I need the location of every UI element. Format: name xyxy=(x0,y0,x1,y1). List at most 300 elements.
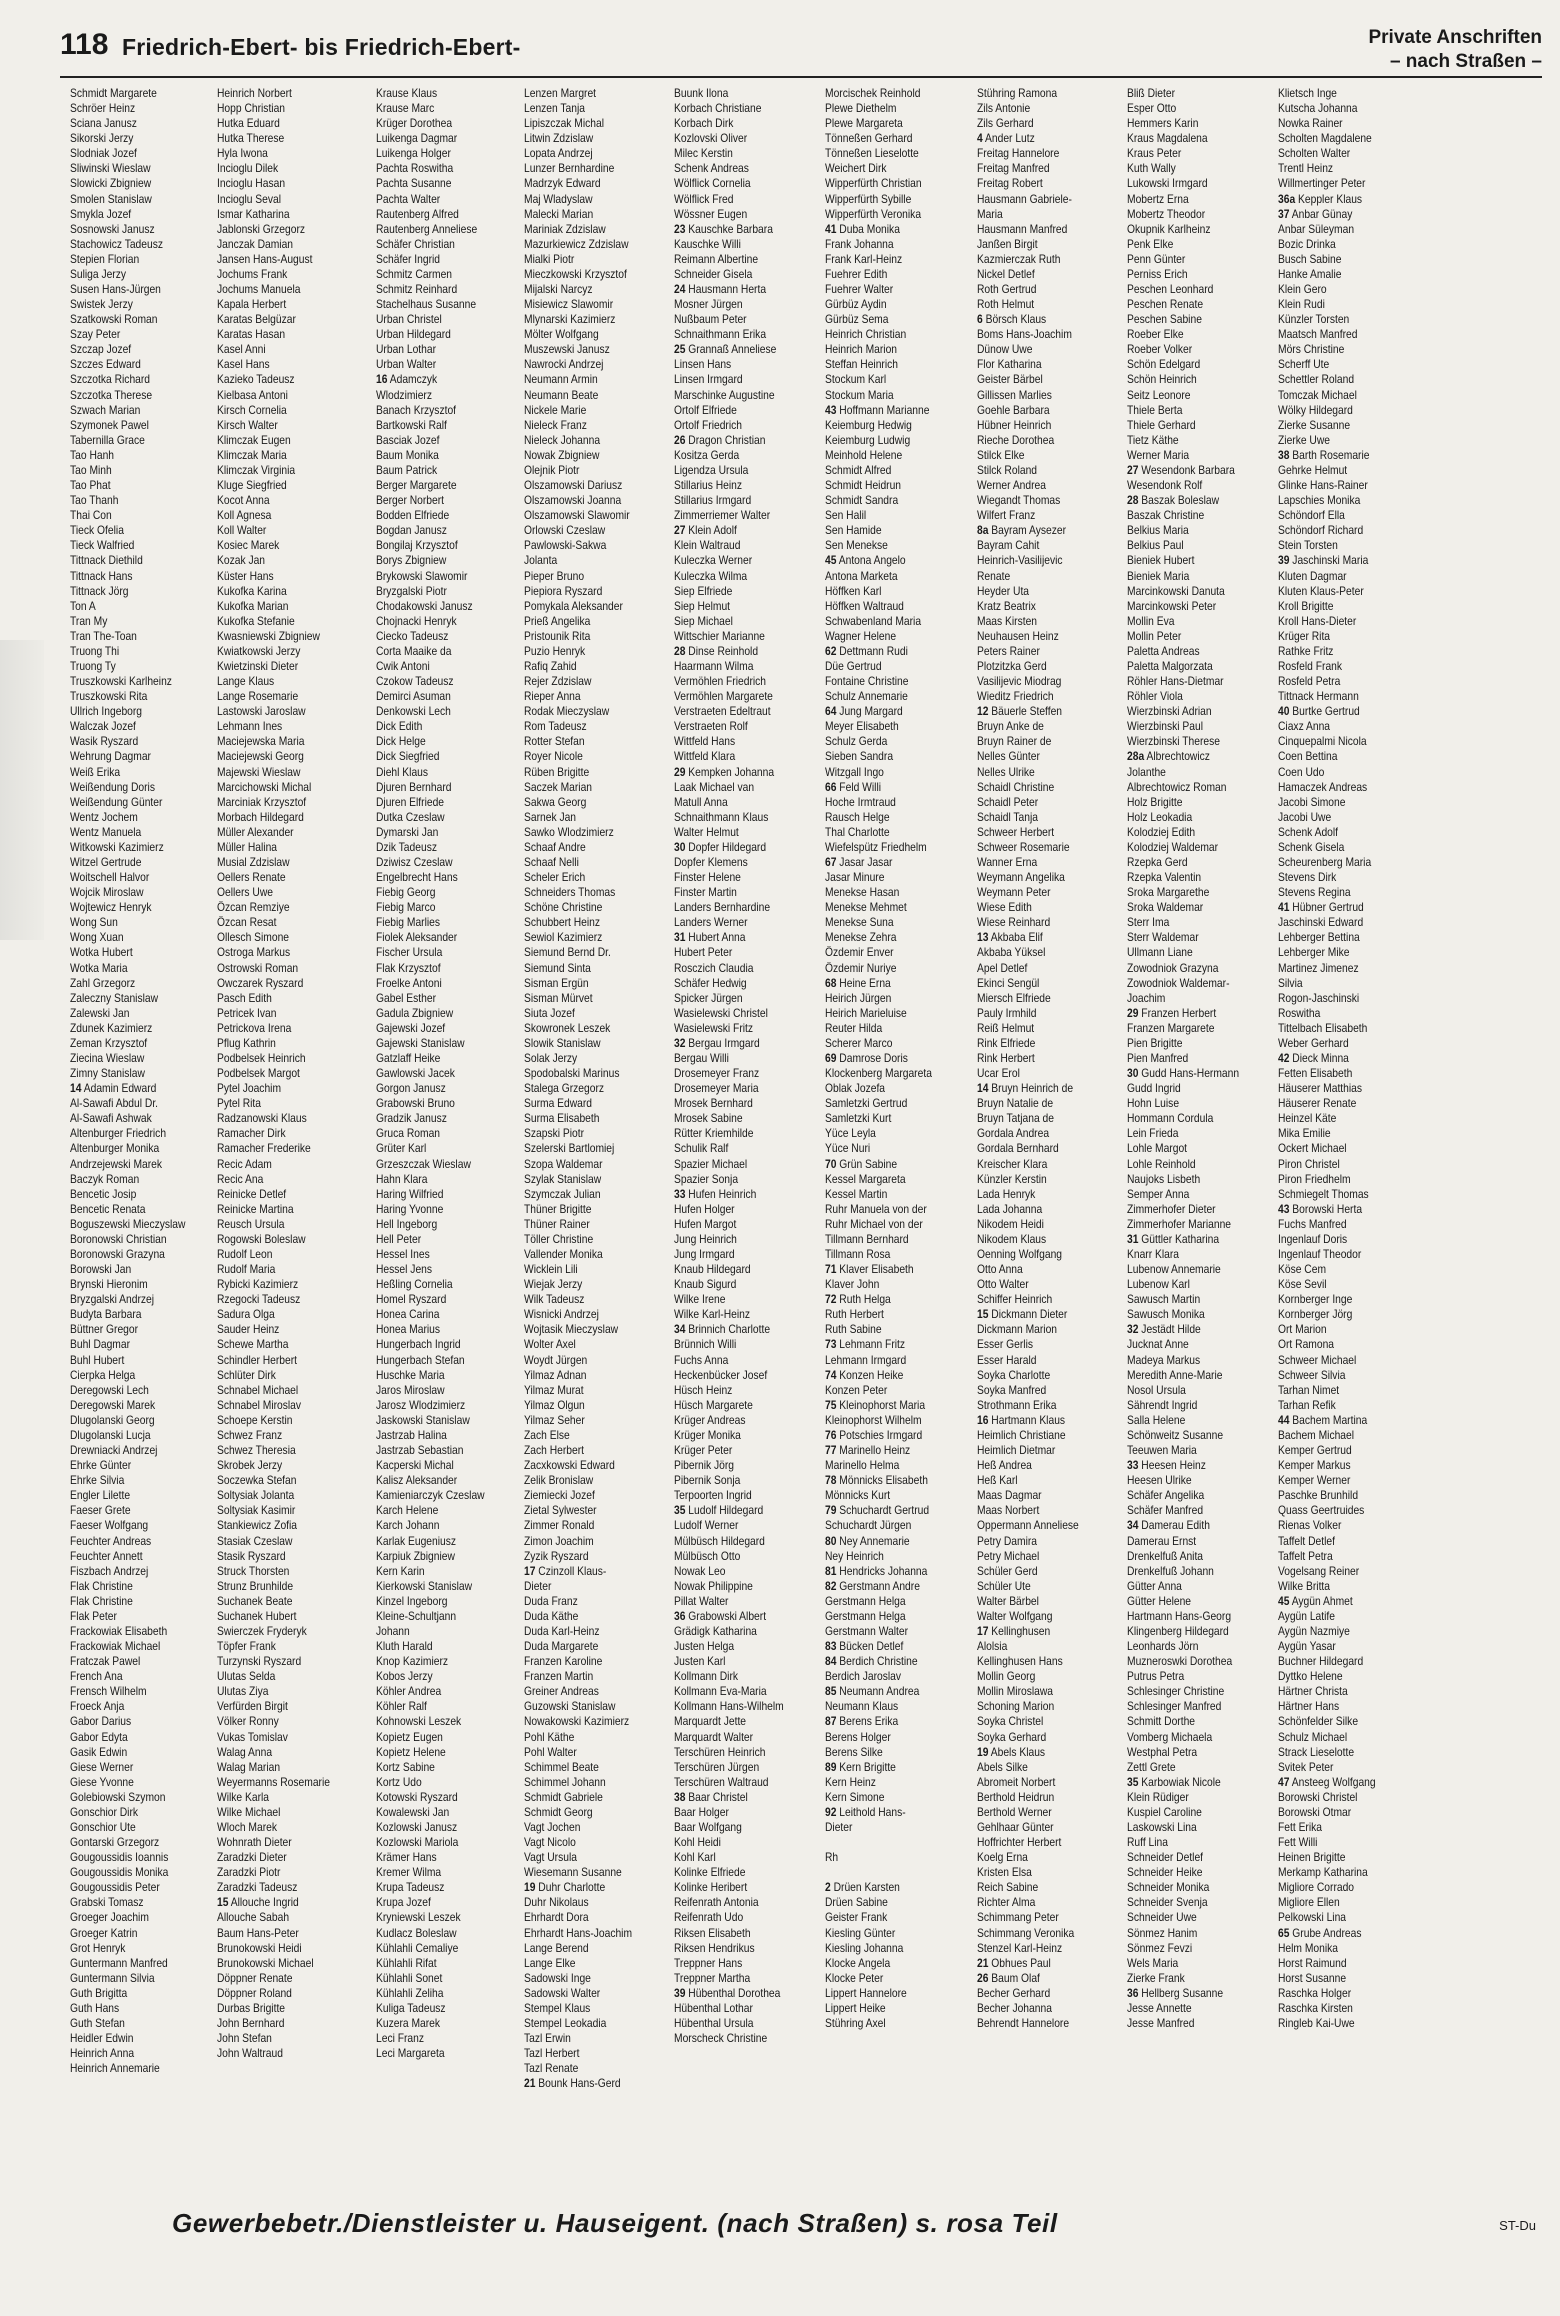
directory-entry: Kühlahli Sonet xyxy=(376,1971,443,1985)
directory-entry: Kern Heinz xyxy=(825,1775,876,1789)
directory-entry: Küster Hans xyxy=(217,569,274,583)
directory-entry: Scholten Magdalene xyxy=(1278,132,1372,146)
directory-entry: Stein Torsten xyxy=(1278,539,1338,553)
directory-entry: Steffan Heinrich xyxy=(825,358,898,372)
directory-entry: Wiejak Jerzy xyxy=(524,1278,583,1292)
directory-entry: Sadowski Inge xyxy=(524,1971,591,1985)
directory-entry: Ringleb Kai-Uwe xyxy=(1278,2017,1355,2030)
directory-entry: Hüsch Heinz xyxy=(674,1383,733,1397)
directory-entry: Tran My xyxy=(70,614,108,628)
directory-entry: 25 Grannaß Anneliese xyxy=(674,343,777,357)
directory-entry: Schönfelder Silke xyxy=(1278,1715,1359,1729)
directory-entry: Schmitz Carmen xyxy=(376,267,453,281)
directory-entry: Dieter xyxy=(524,1579,552,1593)
directory-entry: Schmitz Reinhard xyxy=(376,283,458,297)
directory-entry: Fratczak Pawel xyxy=(70,1655,141,1669)
directory-entry: Paletta Malgorzata xyxy=(1127,659,1213,673)
directory-entry: Schulz Michael xyxy=(1278,1730,1348,1744)
directory-entry: Djuren Elfriede xyxy=(376,795,445,809)
directory-entry: Wanner Erna xyxy=(977,855,1038,869)
directory-entry: Kuspiel Caroline xyxy=(1127,1805,1202,1819)
directory-entry: Piepiora Ryszard xyxy=(524,584,603,598)
directory-entry: Taffelt Petra xyxy=(1278,1549,1333,1563)
section-title-line1: Private Anschriften xyxy=(1368,27,1542,48)
directory-entry: Sosnowski Janusz xyxy=(70,222,155,236)
directory-entry: Wotka Maria xyxy=(70,961,128,975)
directory-entry: Orlowski Czeslaw xyxy=(524,524,606,538)
directory-entry: Oellers Uwe xyxy=(217,886,274,900)
directory-entry: Zaradzki Piotr xyxy=(217,1866,281,1880)
directory-entry: Wölflick Cornelia xyxy=(674,177,751,191)
directory-entry: Terschüren Waltraud xyxy=(674,1775,769,1789)
directory-entry: Peters Rainer xyxy=(977,644,1040,658)
directory-entry: Gawlowski Jacek xyxy=(376,1067,455,1081)
directory-entry: 31 Güttler Katharina xyxy=(1127,1232,1220,1246)
directory-entry: Bruyn Natalie de xyxy=(977,1097,1054,1111)
directory-entry: Esser Gerlis xyxy=(977,1338,1034,1352)
directory-entry: Krupa Jozef xyxy=(376,1896,431,1910)
directory-entry: Swistek Jerzy xyxy=(70,298,133,312)
directory-entry: Grabski Tomasz xyxy=(70,1896,144,1910)
directory-entry: Wehrung Dagmar xyxy=(70,750,151,764)
directory-entry: Busch Sabine xyxy=(1278,252,1342,266)
directory-entry: Schiffer Heinrich xyxy=(977,1293,1053,1307)
directory-entry: Hubert Peter xyxy=(674,946,733,960)
directory-column-1 xyxy=(70,86,225,2076)
directory-column-2 xyxy=(217,86,372,2061)
directory-entry: Meredith Anne-Marie xyxy=(1127,1368,1223,1382)
directory-entry: Pohl Walter xyxy=(524,1745,577,1759)
directory-entry: Anbar Süleyman xyxy=(1278,222,1355,236)
directory-entry: Ciecko Tadeusz xyxy=(376,629,449,643)
directory-entry: Mörs Christine xyxy=(1278,343,1345,357)
directory-entry: Peschen Sabine xyxy=(1127,313,1202,327)
directory-entry: Rotter Stefan xyxy=(524,735,585,749)
directory-entry: Hahn Klara xyxy=(376,1172,428,1186)
directory-entry: Jochums Frank xyxy=(217,267,288,281)
directory-entry: Sikorski Jerzy xyxy=(70,132,134,146)
directory-entry: Schimmel Johann xyxy=(524,1775,606,1789)
directory-entry: Sisman Mürvet xyxy=(524,991,593,1005)
page-edge-shading xyxy=(0,640,44,940)
directory-entry: Schöndorf Richard xyxy=(1278,524,1364,538)
directory-entry: Wittschier Marianne xyxy=(674,629,765,643)
directory-entry: Duhr Nikolaus xyxy=(524,1896,589,1910)
directory-entry: Jaschinski Edward xyxy=(1278,916,1364,930)
directory-entry: Kuleczka Wilma xyxy=(674,569,748,583)
directory-entry: Heesen Ulrike xyxy=(1127,1474,1192,1488)
directory-entry: Kozak Jan xyxy=(217,554,266,568)
directory-entry: Karatas Belgüzar xyxy=(217,313,296,327)
directory-entry: Stachowicz Tadeusz xyxy=(70,237,164,251)
directory-entry: 71 Klaver Elisabeth xyxy=(825,1263,914,1277)
directory-entry: 76 Potschies Irmgard xyxy=(825,1428,923,1442)
directory-entry: 89 Kern Brigitte xyxy=(825,1760,896,1774)
directory-entry: Becher Gerhard xyxy=(977,1986,1051,2000)
directory-entry: Klocke Peter xyxy=(825,1971,884,1985)
directory-entry: Kemper Werner xyxy=(1278,1474,1351,1488)
directory-entry: Ort Ramona xyxy=(1278,1338,1335,1352)
directory-entry: Walter Wolfgang xyxy=(977,1609,1053,1623)
directory-entry: Heinen Brigitte xyxy=(1278,1851,1346,1865)
directory-entry: Riksen Elisabeth xyxy=(674,1926,751,1940)
directory-entry: Yüce Leyla xyxy=(825,1127,876,1141)
directory-entry: Röhler Hans-Dietmar xyxy=(1127,675,1224,689)
directory-entry: Olszamowski Dariusz xyxy=(524,479,623,493)
directory-entry: Kasel Hans xyxy=(217,358,270,372)
directory-entry: Lenzen Margret xyxy=(524,87,597,100)
directory-entry: Karch Johann xyxy=(376,1519,440,1533)
directory-entry: Heinrich-Vasilijevic xyxy=(977,554,1063,568)
directory-entry: Sawusch Martin xyxy=(1127,1293,1201,1307)
directory-entry: Brunokowski Heidi xyxy=(217,1941,302,1955)
directory-entry: Huschke Maria xyxy=(376,1368,445,1382)
directory-entry: Fett Erika xyxy=(1278,1820,1323,1834)
directory-entry: Kapala Herbert xyxy=(217,298,287,312)
directory-entry: Stevens Regina xyxy=(1278,886,1351,900)
directory-entry: Duda Margarete xyxy=(524,1640,599,1654)
directory-entry: Gütter Anna xyxy=(1127,1579,1182,1593)
directory-entry: Pomykala Aleksander xyxy=(524,599,623,613)
directory-entry: Schweer Herbert xyxy=(977,825,1055,839)
directory-entry: Al-Sawafi Abdul Dr. xyxy=(70,1097,159,1111)
directory-entry: Kuth Wally xyxy=(1127,162,1176,176)
directory-entry: Tran The-Toan xyxy=(70,629,137,643)
directory-entry: Thal Charlotte xyxy=(825,825,890,839)
directory-entry: 36 Hellberg Susanne xyxy=(1127,1986,1224,2000)
directory-entry: Zimmerhofer Marianne xyxy=(1127,1217,1232,1231)
directory-entry: Cinquepalmi Nicola xyxy=(1278,735,1367,749)
directory-entry: Sciana Janusz xyxy=(70,117,137,131)
directory-entry: Ollesch Simone xyxy=(217,931,290,945)
directory-entry: Wölflick Fred xyxy=(674,192,734,206)
directory-entry: Ehrke Günter xyxy=(70,1459,132,1473)
directory-entry: Drenkelfuß Anita xyxy=(1127,1549,1204,1563)
directory-entry: Weißendung Doris xyxy=(70,780,155,794)
directory-entry: Kudlacz Boleslaw xyxy=(376,1926,457,1940)
directory-entry: Karlak Eugeniusz xyxy=(376,1534,457,1548)
directory-entry: Gruca Roman xyxy=(376,1127,441,1141)
directory-entry: Esper Otto xyxy=(1127,102,1177,116)
directory-entry: Leci Margareta xyxy=(376,2047,445,2061)
directory-entry: Laak Michael van xyxy=(674,780,755,794)
directory-entry: Zdunek Kazimierz xyxy=(70,1021,153,1035)
directory-entry: Freitag Robert xyxy=(977,177,1043,191)
directory-entry: Jucknat Anne xyxy=(1127,1338,1189,1352)
directory-entry: Gougoussidis Ioannis xyxy=(70,1851,169,1865)
directory-entry: Borys Zbigniew xyxy=(376,554,447,568)
directory-entry: Kotowski Ryszard xyxy=(376,1790,458,1804)
directory-entry: Klein Rüdiger xyxy=(1127,1790,1189,1804)
directory-entry: Rzepka Gerd xyxy=(1127,855,1188,869)
directory-entry: Tao Minh xyxy=(70,463,112,477)
directory-entry: Schüler Ute xyxy=(977,1579,1031,1593)
directory-entry: 34 Damerau Edith xyxy=(1127,1519,1210,1533)
directory-entry: Vogelsang Reiner xyxy=(1278,1564,1360,1578)
directory-entry: Sawusch Monika xyxy=(1127,1308,1205,1322)
directory-entry: Gajewski Stanislaw xyxy=(376,1036,465,1050)
directory-entry: Krüger Monika xyxy=(674,1428,741,1442)
directory-entry: Geister Frank xyxy=(825,1911,888,1925)
directory-entry: Rosfeld Petra xyxy=(1278,675,1341,689)
directory-entry: Guntermann Manfred xyxy=(70,1956,168,1970)
directory-entry: Bayram Cahit xyxy=(977,539,1040,553)
directory-entry: 77 Marinello Heinz xyxy=(825,1444,911,1458)
directory-entry: Heß Karl xyxy=(977,1474,1018,1488)
directory-entry: Karpiuk Zbigniew xyxy=(376,1549,455,1563)
directory-entry: Bozic Drinka xyxy=(1278,237,1336,251)
directory-entry: Witkowski Kazimierz xyxy=(70,840,164,854)
directory-entry: Ulutas Ziya xyxy=(217,1685,269,1699)
directory-entry: Hungerbach Stefan xyxy=(376,1353,465,1367)
directory-entry: Yüce Nuri xyxy=(825,1142,871,1156)
directory-entry: 73 Lehmann Fritz xyxy=(825,1338,906,1352)
directory-entry: Drosemeyer Franz xyxy=(674,1067,760,1081)
directory-entry: Boguszewski Mieczyslaw xyxy=(70,1217,186,1231)
directory-entry: Stühring Axel xyxy=(825,2017,886,2030)
directory-entry: Franzen Margarete xyxy=(1127,1021,1215,1035)
directory-entry: Truszkowski Rita xyxy=(70,690,148,704)
directory-entry: Schönweitz Susanne xyxy=(1127,1428,1224,1442)
directory-entry: Schimmang Veronika xyxy=(977,1926,1075,1940)
directory-entry: Vasilijevic Miodrag xyxy=(977,675,1062,689)
directory-entry: 92 Leithold Hans- xyxy=(825,1805,906,1819)
directory-entry: Stepien Florian xyxy=(70,252,140,266)
directory-entry: Schmidt Alfred xyxy=(825,463,892,477)
directory-entry: Lada Henryk xyxy=(977,1187,1036,1201)
directory-entry: Helm Monika xyxy=(1278,1941,1339,1955)
directory-entry: Neumann Armin xyxy=(524,373,598,387)
directory-entry: Ziemiecki Jozef xyxy=(524,1489,595,1503)
directory-entry: 16 Hartmann Klaus xyxy=(977,1413,1066,1427)
directory-entry: Kwietzinski Dieter xyxy=(217,659,299,673)
directory-entry: Martinez Jimenez xyxy=(1278,961,1359,975)
directory-entry: Pelkowski Lina xyxy=(1278,1911,1347,1925)
directory-entry: 17 Kellinghusen xyxy=(977,1624,1051,1638)
directory-entry: Kwasniewski Zbigniew xyxy=(217,629,320,643)
directory-entry: Schmitt Dorthe xyxy=(1127,1715,1196,1729)
directory-entry: Pieper Bruno xyxy=(524,569,585,583)
directory-entry: Muszewski Janusz xyxy=(524,343,610,357)
directory-entry: Dick Edith xyxy=(376,720,423,734)
directory-entry: Vallender Monika xyxy=(524,1248,603,1262)
directory-entry: Turzynski Ryszard xyxy=(217,1655,302,1669)
directory-entry: Treppner Hans xyxy=(674,1956,743,1970)
directory-entry: Woydt Jürgen xyxy=(524,1353,588,1367)
directory-entry: Kozlowski Mariola xyxy=(376,1836,459,1850)
directory-entry: Kollmann Eva-Maria xyxy=(674,1685,767,1699)
directory-entry: Schnaithmann Erika xyxy=(674,328,767,342)
directory-entry: Pytel Rita xyxy=(217,1097,262,1111)
directory-entry: Kohnowski Leszek xyxy=(376,1715,462,1729)
directory-entry: 26 Dragon Christian xyxy=(674,433,766,447)
directory-entry: Flak Peter xyxy=(70,1609,117,1623)
directory-entry: Teeuwen Maria xyxy=(1127,1444,1197,1458)
directory-entry: Nieleck Franz xyxy=(524,418,587,432)
directory-entry: Petry Michael xyxy=(977,1549,1040,1563)
directory-entry: Dlugolanski Georg xyxy=(70,1413,155,1427)
directory-entry: 16 Adamczyk xyxy=(376,373,438,387)
directory-entry: Ostrowski Roman xyxy=(217,961,299,975)
directory-entry: Nowak Leo xyxy=(674,1564,726,1578)
directory-column-4 xyxy=(524,86,679,2091)
directory-entry: Flak Christine xyxy=(70,1579,133,1593)
directory-entry: Basciak Jozef xyxy=(376,433,440,447)
directory-entry: Berger Norbert xyxy=(376,494,445,508)
directory-entry: Czokow Tadeusz xyxy=(376,675,454,689)
directory-entry: Weiß Erika xyxy=(70,765,121,779)
directory-entry: Schäfer Manfred xyxy=(1127,1504,1204,1518)
directory-entry: Wels Maria xyxy=(1127,1956,1179,1970)
directory-entry: 30 Dopfer Hildegard xyxy=(674,840,767,854)
directory-entry: 36a Keppler Klaus xyxy=(1278,192,1363,206)
directory-entry: Düe Gertrud xyxy=(825,659,882,673)
directory-entry: Recic Ana xyxy=(217,1172,264,1186)
directory-entry: Lada Johanna xyxy=(977,1202,1043,1216)
directory-entry: Muzneroswki Dorothea xyxy=(1127,1655,1233,1669)
directory-entry: Wössner Eugen xyxy=(674,207,748,221)
directory-entry: Olszamowski Joanna xyxy=(524,494,622,508)
directory-entry: Kraus Magdalena xyxy=(1127,132,1208,146)
directory-entry: Rieche Dorothea xyxy=(977,433,1055,447)
directory-entry: Kleinophorst Wilhelm xyxy=(825,1413,922,1427)
directory-entry: Drosemeyer Maria xyxy=(674,1082,759,1096)
directory-entry: Scherff Ute xyxy=(1278,358,1330,372)
directory-entry: Jacobi Uwe xyxy=(1278,810,1332,824)
directory-entry: Lippert Heike xyxy=(825,2001,886,2015)
directory-entry: Wicklein Lili xyxy=(524,1263,578,1277)
directory-entry: Reimann Albertine xyxy=(674,252,759,266)
directory-entry: Heinrich Marion xyxy=(825,343,898,357)
directory-entry: Ockert Michael xyxy=(1278,1142,1347,1156)
directory-entry: Flak Christine xyxy=(70,1594,133,1608)
directory-entry: Schulz Gerda xyxy=(825,735,888,749)
directory-entry: Heirich Marieluise xyxy=(825,1006,907,1020)
directory-entry: Engler Lilette xyxy=(70,1489,131,1503)
directory-entry: Schön Edelgard xyxy=(1127,358,1201,372)
directory-entry: Slodniak Jozef xyxy=(70,147,137,161)
directory-entry: Witzel Gertrude xyxy=(70,855,142,869)
directory-entry: Gabor Darius xyxy=(70,1715,132,1729)
directory-entry: Kreischer Klara xyxy=(977,1157,1048,1171)
directory-entry: Stempel Klaus xyxy=(524,2001,591,2015)
directory-entry: Hyla Iwona xyxy=(217,147,268,161)
directory-entry: Keiemburg Ludwig xyxy=(825,433,911,447)
directory-entry: Zils Gerhard xyxy=(977,117,1034,131)
directory-entry: Zowodniok Waldemar- xyxy=(1127,976,1230,990)
directory-entry: Solak Jerzy xyxy=(524,1052,578,1065)
directory-entry: Kukofka Stefanie xyxy=(217,614,295,628)
directory-entry: Nelles Ulrike xyxy=(977,765,1035,779)
directory-entry: Plewe Diethelm xyxy=(825,102,897,116)
directory-entry: Kollmann Dirk xyxy=(674,1670,739,1684)
directory-entry: Krüger Peter xyxy=(674,1444,733,1458)
directory-entry: Hufen Margot xyxy=(674,1217,737,1231)
directory-entry: Schlüter Dirk xyxy=(217,1368,276,1382)
directory-entry: Gillissen Marlies xyxy=(977,388,1052,402)
directory-entry: Schöne Christine xyxy=(524,901,603,915)
directory-entry: Ruth Herbert xyxy=(825,1308,884,1322)
directory-entry: Weichert Dirk xyxy=(825,162,887,176)
directory-entry: Wilke Britta xyxy=(1278,1579,1331,1593)
directory-entry: Rieper Anna xyxy=(524,690,581,704)
directory-entry: Kroll Hans-Dieter xyxy=(1278,614,1357,628)
directory-entry: Migliore Ellen xyxy=(1278,1896,1340,1910)
directory-entry: Rodak Mieczyslaw xyxy=(524,705,610,719)
directory-entry: Soltysiak Kasimir xyxy=(217,1504,296,1518)
directory-entry: Kalisz Aleksander xyxy=(376,1474,458,1488)
directory-entry: Walter Bärbel xyxy=(977,1594,1039,1608)
directory-entry: Schneider Uwe xyxy=(1127,1911,1197,1925)
directory-entry: Gasik Edwin xyxy=(70,1745,128,1759)
directory-entry: Gatzlaff Heike xyxy=(376,1052,441,1065)
directory-entry: Ostroga Markus xyxy=(217,946,291,960)
directory-entry: Schettler Roland xyxy=(1278,373,1355,387)
directory-entry: Jaskowski Stanislaw xyxy=(376,1413,470,1427)
directory-entry: 38 Baar Christel xyxy=(674,1790,748,1804)
directory-entry: Sadura Olga xyxy=(217,1308,275,1322)
directory-entry: 6 Börsch Klaus xyxy=(977,313,1047,327)
directory-entry: Terschüren Heinrich xyxy=(674,1745,766,1759)
directory-entry: Nowakowski Kazimierz xyxy=(524,1715,630,1729)
directory-entry: Siep Michael xyxy=(674,614,733,628)
directory-entry: 62 Dettmann Rudi xyxy=(825,644,908,658)
directory-entry: Yilmaz Adnan xyxy=(524,1368,587,1382)
directory-entry: Wlodzimierz xyxy=(376,388,433,402)
directory-entry: Frackowiak Michael xyxy=(70,1640,161,1654)
directory-entry: Majewski Wieslaw xyxy=(217,765,301,779)
directory-entry: Wilke Karl-Heinz xyxy=(674,1308,751,1322)
directory-entry: Schöndorf Ella xyxy=(1278,509,1345,523)
directory-entry: Sterr Ima xyxy=(1127,916,1170,930)
directory-entry: Kositza Gerda xyxy=(674,448,740,462)
directory-entry: Tillmann Bernhard xyxy=(825,1232,909,1246)
directory-entry: Maas Dagmar xyxy=(977,1489,1042,1503)
directory-entry: Petry Damira xyxy=(977,1534,1038,1548)
directory-entry: 35 Karbowiak Nicole xyxy=(1127,1775,1221,1789)
directory-entry: Berens Silke xyxy=(825,1745,883,1759)
directory-entry: Kirsch Cornelia xyxy=(217,403,287,417)
directory-entry: Lippert Hannelore xyxy=(825,1986,907,2000)
directory-entry: Szay Peter xyxy=(70,328,121,342)
header-rule xyxy=(60,76,1542,78)
directory-entry: 85 Neumann Andrea xyxy=(825,1685,920,1699)
directory-entry: Rogowski Boleslaw xyxy=(217,1232,306,1246)
directory-entry: Jastrzab Sebastian xyxy=(376,1444,464,1458)
directory-entry: Sawko Wlodzimierz xyxy=(524,825,614,839)
directory-entry: 66 Feld Willi xyxy=(825,780,882,794)
directory-entry: Petrickova Irena xyxy=(217,1021,292,1035)
directory-entry: Surma Elisabeth xyxy=(524,1112,600,1126)
directory-entry: Schneider Gisela xyxy=(674,267,753,281)
directory-entry: Döppner Roland xyxy=(217,1986,292,2000)
directory-entry: Zils Antonie xyxy=(977,102,1031,116)
directory-entry: Nikodem Klaus xyxy=(977,1232,1047,1246)
directory-entry: Janßen Birgit xyxy=(977,237,1038,251)
directory-entry: 30 Gudd Hans-Hermann xyxy=(1127,1067,1240,1081)
directory-entry: Kozlovski Oliver xyxy=(674,132,748,146)
directory-entry: Roswitha xyxy=(1278,1006,1321,1020)
directory-entry: 33 Hufen Heinrich xyxy=(674,1187,757,1201)
directory-entry: 74 Konzen Heike xyxy=(825,1368,904,1382)
directory-entry: Rh xyxy=(825,1851,839,1865)
directory-entry: Dickmann Marion xyxy=(977,1323,1058,1337)
directory-entry: Boronowski Grazyna xyxy=(70,1248,165,1262)
directory-entry: Bodden Elfriede xyxy=(376,509,450,523)
directory-entry: Pachta Walter xyxy=(376,192,441,206)
directory-entry: 8a Bayram Aysezer xyxy=(977,524,1067,538)
directory-entry: Walag Anna xyxy=(217,1745,273,1759)
